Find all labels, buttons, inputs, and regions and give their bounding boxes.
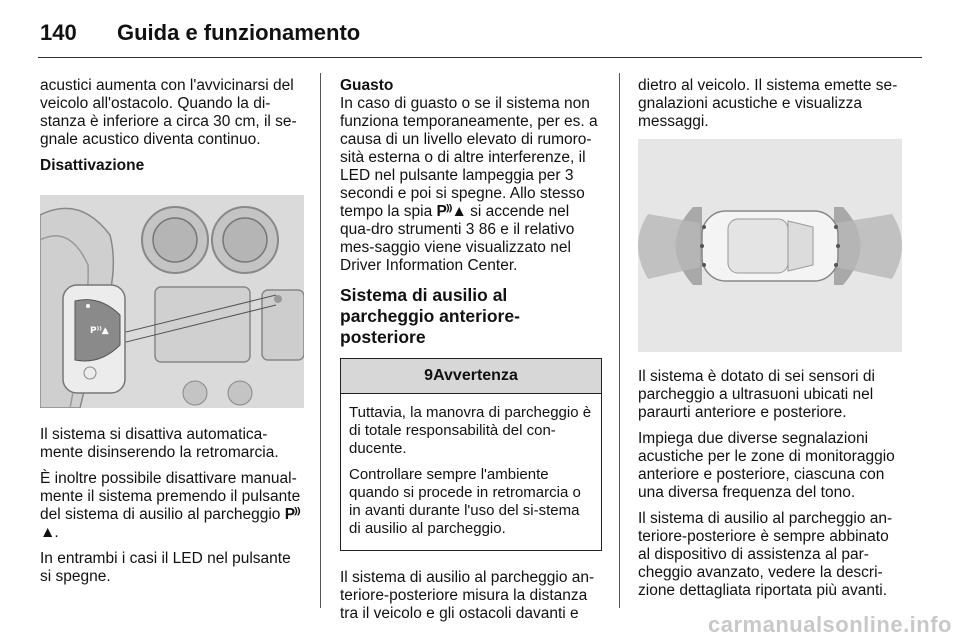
paragraph: È inoltre possibile disattivare manual-mente il sistema premendo il pulsante del sistema di ausilio al parcheggio P⁾⁾▲.: [40, 470, 301, 541]
column-divider: [619, 73, 620, 608]
subheading-deactivation: Disattivazione: [40, 157, 145, 174]
dashboard-illustration-svg: [40, 195, 304, 408]
sensor-coverage-illustration: [638, 139, 902, 352]
paragraph: Guasto In caso di guasto o se il sistema non funziona temporaneamente, per es. a causa di un livello elevato di rumoro-sità esterna o di altre interferenze, il LED nel pulsante lampeggia per 3 secondi e poi si spegne. Allo stesso tempo la spia P⁾⁾▲ si accende nel qua-dro strumenti 3 86 e il relativo mes-saggio viene visualizzato nel Driver Information Center.: [340, 77, 602, 275]
parking-assist-symbol: P⁾⁾▲: [436, 203, 466, 220]
warning-icon: 9: [424, 367, 434, 384]
header-rule: [38, 57, 922, 58]
column-left: [40, 77, 304, 594]
column-right: [638, 77, 902, 608]
page-reference-arrow: 3: [465, 221, 475, 238]
warning-body: [341, 394, 601, 550]
page-title: Guida e funzionamento: [117, 20, 361, 45]
paragraph: Il sistema di ausilio al parcheggio an-teriore-posteriore misura la distanza tra il veicolo e gli ostacoli davanti e: [340, 569, 595, 622]
paragraph: dietro al veicolo. Il sistema emette se-gnalazioni acustiche e visualizza messaggi.: [638, 77, 898, 130]
watermark: carmanualsonline.info: [708, 612, 952, 637]
column-divider: [320, 73, 321, 608]
parking-assist-symbol: P⁾⁾▲: [40, 506, 300, 541]
section-title: Sistema di ausilio al parcheggio anteriore-posteriore: [340, 285, 520, 347]
paragraph: Impiega due diverse segnalazioni acustiche per le zone di monitoraggio anteriore e posteriore, ciascuna con una diversa frequenza del tono.: [638, 430, 895, 501]
warning-header: [341, 359, 601, 394]
svg-text:P⁾⁾▲: P⁾⁾▲: [90, 326, 109, 336]
paragraph: Il sistema di ausilio al parcheggio an-teriore-posteriore è sempre abbinato al dispositivo di assistenza al par-cheggio avanzato, vedere la descri-zione dettagliata riportata più avanti.: [638, 510, 893, 599]
page-header: [38, 14, 922, 60]
sensor-coverage-svg: [638, 139, 902, 352]
warning-box: [340, 358, 602, 551]
paragraph: Il sistema si disattiva automatica-mente disinserendo la retromarcia.: [40, 426, 279, 461]
warning-title: Avvertenza: [433, 367, 518, 384]
paragraph: Il sistema è dotato di sei sensori di parcheggio a ultrasuoni ubicati nel paraurti anteriore e posteriore.: [638, 368, 875, 421]
dashboard-button-illustration: [40, 195, 304, 408]
page-number: 140: [40, 20, 77, 45]
column-middle: [340, 77, 602, 631]
paragraph: In entrambi i casi il LED nel pulsante si spegne.: [40, 550, 291, 585]
paragraph: Controllare sempre l'ambiente quando si procede in retromarcia o in avanti durante l'uso del si-stema di ausilio al parcheggio.: [349, 466, 581, 537]
paragraph: Tuttavia, la manovra di parcheggio è di totale responsabilità del con-ducente.: [349, 404, 592, 457]
paragraph: acustici aumenta con l'avvicinarsi del veicolo all'ostacolo. Quando la di-stanza è inferiore a circa 30 cm, il se-gnale acustico diventa continuo.: [40, 77, 297, 148]
subheading-fault: Guasto: [340, 77, 394, 94]
